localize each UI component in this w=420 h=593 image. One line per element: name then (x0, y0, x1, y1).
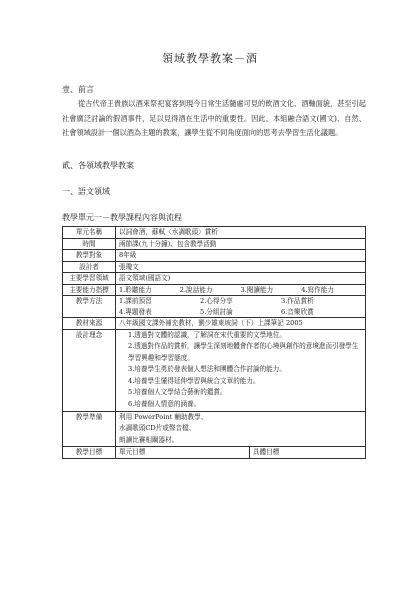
domain-label: 主要學習領域 (63, 273, 116, 285)
ability-label: 主要能力指標 (63, 284, 116, 296)
unit-label: 單元名稱 (63, 227, 116, 239)
philosophy-item: 5.培養個人文學結合藝術的鑑賞。 (128, 388, 227, 397)
table-row (63, 447, 366, 459)
table-row (63, 411, 366, 447)
material-value: 八年級國文課外補充教材，劉少雄東坡詞（下）上課筆記 2005 (116, 318, 366, 330)
method-item: 1.課前預習 (119, 297, 152, 305)
designer-value: 張瓊文 (116, 261, 366, 273)
method-item: 2.心得分享 (200, 297, 233, 305)
table-row (63, 238, 366, 250)
table-row (63, 227, 366, 239)
table-row (63, 250, 366, 262)
time-label: 時間 (63, 238, 116, 250)
table-row (63, 318, 366, 330)
document-title: 領域教學教案－酒 (162, 52, 258, 65)
subsection-heading-language: 一、語文領域 (62, 187, 110, 196)
philosophy-item: 3.培養學生勇於發表個人想法和團體合作討論的能力。 (128, 365, 286, 374)
table-caption: 教學單元一－教學課程內容與流程 (62, 213, 182, 222)
prep-item: 水調歌頭CD片或聲音檔、 (119, 424, 196, 433)
method-item: 6.音樂欣賞 (281, 307, 314, 316)
ability-item: 1.聆聽能力 (119, 285, 152, 294)
lesson-plan-table (62, 226, 366, 459)
domain-value: 語文領域(國語文) (116, 273, 366, 285)
designer-label: 設計者 (63, 261, 116, 273)
philosophy-label: 設計理念 (63, 329, 116, 411)
prep-item: 利用 PowerPoint 輔助教學、 (119, 412, 208, 421)
philosophy-item: 6.培養個人情意的涵養。 (128, 400, 201, 409)
philosophy-item: 4.培養學生懂得延伸學習與統合文章的能力。 (128, 376, 260, 385)
table-row (63, 296, 366, 318)
preface-paragraph: 從古代帝王貴族以酒來祭祀宴客到現今日常生活隨處可見的飲酒文化、酒軸面貌，甚至引起社會廣泛討論的假酒事件，足以見得酒在生活中的重要性。因此，本組融合語文(國文)、自然、社會領域設計一個以酒為主題的教案，讓學生從不同角度面向的思考去學習生活化議題。 (62, 99, 366, 138)
philosophy-item: 2.透過對作品的賞析，讓學生深刻地體會作者的心境與創作的意境進而引發學生學習興趣和學習態度。 (128, 342, 359, 362)
ability-values (116, 284, 366, 296)
goal-unit-header: 單元目標 (116, 447, 250, 459)
method-item: 3.作品賞析 (281, 297, 314, 305)
ability-item: 2.說話能力 (179, 285, 213, 294)
prep-values (116, 411, 366, 447)
table-row (63, 273, 366, 285)
philosophy-item: 1.透過對文體的認識，了解詞在宋代重要的文學地位。 (128, 330, 286, 339)
goal-specific-header: 具體目標 (250, 447, 366, 459)
method-values (116, 296, 366, 318)
method-label: 教學方法 (63, 296, 116, 318)
table-row (63, 329, 366, 411)
time-value: 兩節課(九十分鐘)、包含教學活動 (116, 238, 366, 250)
ability-item: 3.閱讀能力 (240, 285, 274, 294)
target-label: 教學對象 (63, 250, 116, 262)
table-row (63, 284, 366, 296)
target-value: 8年級 (116, 250, 366, 262)
philosophy-values (116, 329, 366, 411)
prep-label: 教學準備 (63, 411, 116, 447)
section-heading-plans: 貳、各領域教學教案 (62, 161, 134, 170)
method-item: 5.分組討論 (200, 307, 233, 316)
unit-value: 以詞會酒，蘇軾〈水調歌頭〉賞析 (116, 227, 366, 239)
method-item: 4.專題發表 (119, 307, 152, 316)
goal-label: 教學目標 (63, 447, 116, 459)
section-heading-preface: 壹、前言 (62, 85, 94, 94)
prep-item: 朗讀比賽相關器材。 (119, 435, 179, 444)
ability-item: 4.寫作能力 (301, 285, 334, 294)
material-label: 教材來源 (63, 318, 116, 330)
table-row (63, 261, 366, 273)
